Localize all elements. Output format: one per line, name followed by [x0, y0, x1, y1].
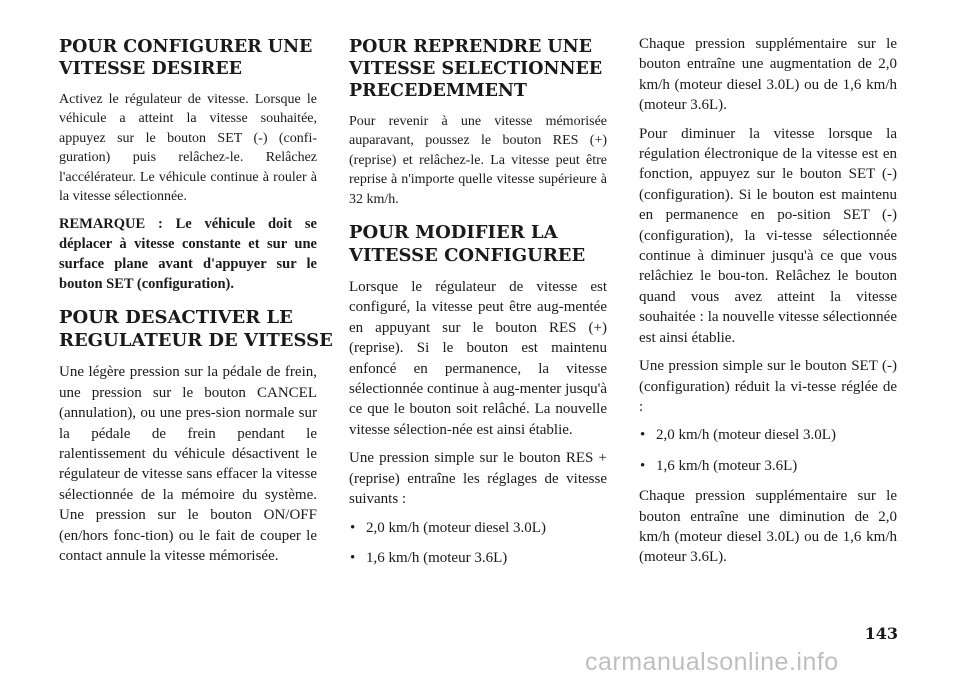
bullet-list-increase [349, 518, 607, 569]
heading-line: PRECEDEMMENT [349, 81, 527, 101]
heading-line: POUR MODIFIER LA [349, 222, 558, 244]
bullet-icon: • [640, 427, 646, 444]
list-item [639, 425, 897, 445]
bullet-icon: • [640, 457, 646, 474]
column-middle [349, 36, 607, 578]
heading-line: VITESSE SELECTIONNEE [349, 59, 603, 79]
list-item [349, 518, 607, 538]
section-heading-resume-speed [349, 36, 607, 102]
heading-line: POUR REPRENDRE UNE [349, 37, 592, 57]
paragraph-decrease-speed: Pour diminuer la vitesse lorsque la régulation électronique de la vitesse est en fonction, appuyez sur le bouton SET (-) (configuration). Si le bouton est maintenu en permanence en po-sition SET (-) (configuration), la vi-tesse sélectionnée continue à diminuer jusqu'à ce que vous relâchiez le bou-ton. Relâchez le bouton quand vous avez atteint la vitesse souhaitée : la nouvelle vitesse sélectionnée est ainsi établie. [639, 125, 897, 346]
page-number: 143 [864, 624, 898, 643]
heading-line: VITESSE CONFIGUREE [349, 245, 586, 267]
bullet-icon: • [350, 519, 356, 536]
paragraph-modify-speed: Lorsque le régulateur de vitesse est configuré, la vitesse peut être aug-mentée en appuyant sur le bouton RES (+) (reprise). Si le bouton est maintenu enfoncé en permanence, la vitesse sélectionnée continue à aug-menter jusqu'à ce que le bouton soit relâché. La nouvelle vitesse sélection-née est ainsi établie. [349, 279, 607, 438]
bullet-list-decrease [639, 425, 897, 476]
watermark: carmanualsonline.info [585, 648, 839, 676]
list-item-text: 1,6 km/h (moteur 3.6L) [656, 457, 798, 474]
heading-line: POUR DESACTIVER LE [59, 307, 293, 329]
list-item-text: 2,0 km/h (moteur diesel 3.0L) [366, 519, 546, 536]
paragraph-resume-speed: Pour revenir à une vitesse mémorisée auparavant, poussez le bouton RES (+) (reprise) et relâchez-le. La vitesse peut être reprise à n'importe quelle vitesse supérieure à 32 km/h. [349, 114, 607, 207]
list-item-text: 2,0 km/h (moteur diesel 3.0L) [656, 427, 836, 444]
heading-line: VITESSE DESIREE [59, 59, 243, 79]
paragraph-configure-speed: Activez le régulateur de vitesse. Lorsque le véhicule a atteint la vitesse souhaitée, appuyez sur le bouton SET (-) (confi-guration) puis relâchez-le. Relâchez l'accélérateur. Le véhicule continue à rouler à la vitesse sélectionnée. [59, 92, 317, 205]
section-heading-deactivate [59, 306, 333, 352]
section-heading-modify-speed [349, 221, 607, 267]
list-item [639, 456, 897, 476]
column-left [59, 36, 333, 575]
column-right [639, 34, 897, 576]
heading-line: REGULATEUR DE VITESSE [59, 330, 333, 352]
paragraph-set-press: Une pression simple sur le bouton SET (-) (configuration) réduit la vi-tesse réglée de : [639, 358, 897, 415]
list-item-text: 1,6 km/h (moteur 3.6L) [366, 549, 508, 566]
heading-line: POUR CONFIGURER UNE [59, 37, 313, 57]
list-item [349, 548, 607, 568]
paragraph-res-press: Une pression simple sur le bouton RES + (reprise) entraîne les réglages de vitesse suivants : [349, 450, 607, 508]
paragraph-each-press-increase: Chaque pression supplémentaire sur le bouton entraîne une augmentation de 2,0 km/h (moteur diesel 3.0L) ou de 1,6 km/h (moteur 3.6L). [639, 36, 897, 114]
note-paragraph: REMARQUE : Le véhicule doit se déplacer à vitesse constante et sur une surface plane avant d'appuyer sur le bouton SET (configuration). [59, 216, 317, 293]
bullet-icon: • [350, 549, 356, 566]
paragraph-each-press-decrease: Chaque pression supplémentaire sur le bouton entraîne une diminution de 2,0 km/h (moteur diesel 3.0L) ou de 1,6 km/h (moteur 3.6L). [639, 488, 897, 566]
paragraph-deactivate: Une légère pression sur la pédale de frein, une pression sur le bouton CANCEL (annulation), ou une pres-sion normale sur la pédale de frein pendant le ralentissement du véhicule désactivent le régulateur de vitesse sans effacer la vitesse sélectionnée de la mémoire du système. Une pression sur le bouton ON/OFF (en/hors fonc-tion) ou le fait de couper le contact annule la vitesse mémorisée. [59, 364, 317, 565]
section-heading-configure-speed [59, 36, 317, 80]
